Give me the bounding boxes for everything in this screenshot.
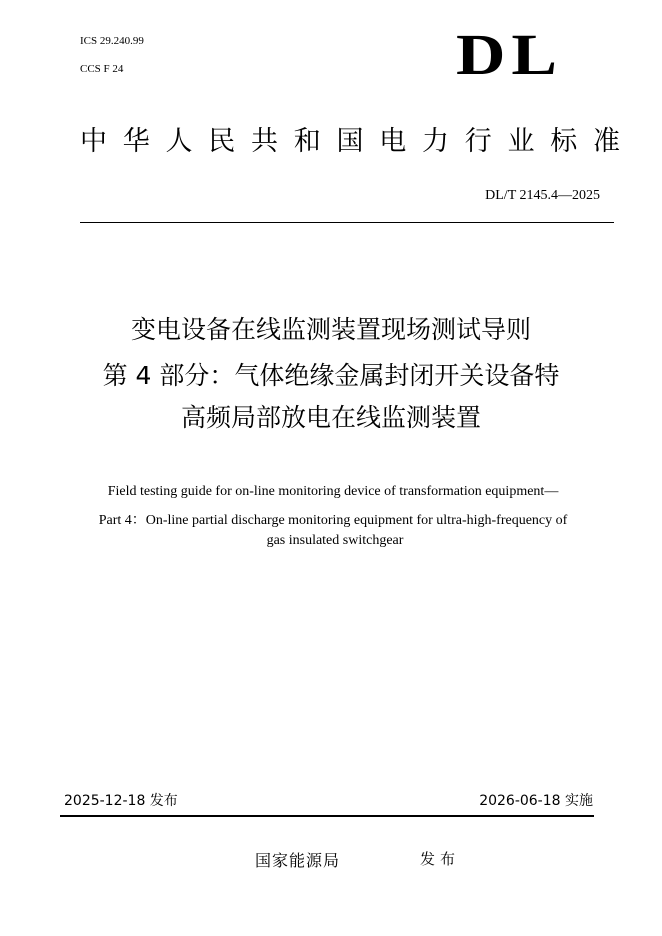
title-char: 电 <box>379 126 407 157</box>
english-title-line-1: Field testing guide for on-line monitoring device of transformation equipment— <box>107 484 559 499</box>
title-char: 民 <box>208 126 236 157</box>
standard-number: DL/T 2145.4—2025 <box>485 188 600 203</box>
title-char: 国 <box>336 126 364 157</box>
publisher: 国家能源局 <box>255 851 341 870</box>
publish-label: 发布 <box>420 850 461 868</box>
title-char: 行 <box>464 126 492 157</box>
english-title-line-2: Part 4：On-line partial discharge monitoring equipment for ultra-high-frequency of <box>98 513 568 528</box>
chinese-title-line-1: 变电设备在线监测装置现场测试导则 <box>130 315 531 344</box>
chinese-title-line-3: 高频局部放电在线监测装置 <box>180 403 481 432</box>
standard-type-title <box>80 128 620 155</box>
english-title-line-3: gas insulated switchgear <box>266 533 404 548</box>
title-char: 人 <box>165 126 193 157</box>
header-divider <box>80 222 614 223</box>
ccs-code: CCS F 24 <box>80 63 124 75</box>
title-char: 准 <box>593 126 620 157</box>
ics-code: ICS 29.240.99 <box>80 35 144 47</box>
title-char: 华 <box>122 126 150 157</box>
title-char: 业 <box>507 126 535 157</box>
issue-date: 2025-12-18 发布 <box>64 793 178 809</box>
title-char: 力 <box>422 126 449 157</box>
dl-logo: DL <box>456 22 563 87</box>
chinese-title-line-2: 第 4 部分：气体绝缘金属封闭开关设备特 <box>102 361 560 390</box>
title-char: 中 <box>80 126 107 157</box>
title-char: 和 <box>293 126 321 157</box>
title-char: 标 <box>550 126 578 157</box>
title-char: 共 <box>251 126 278 157</box>
footer-divider <box>60 815 594 817</box>
implementation-date: 2026-06-18 实施 <box>479 793 593 809</box>
